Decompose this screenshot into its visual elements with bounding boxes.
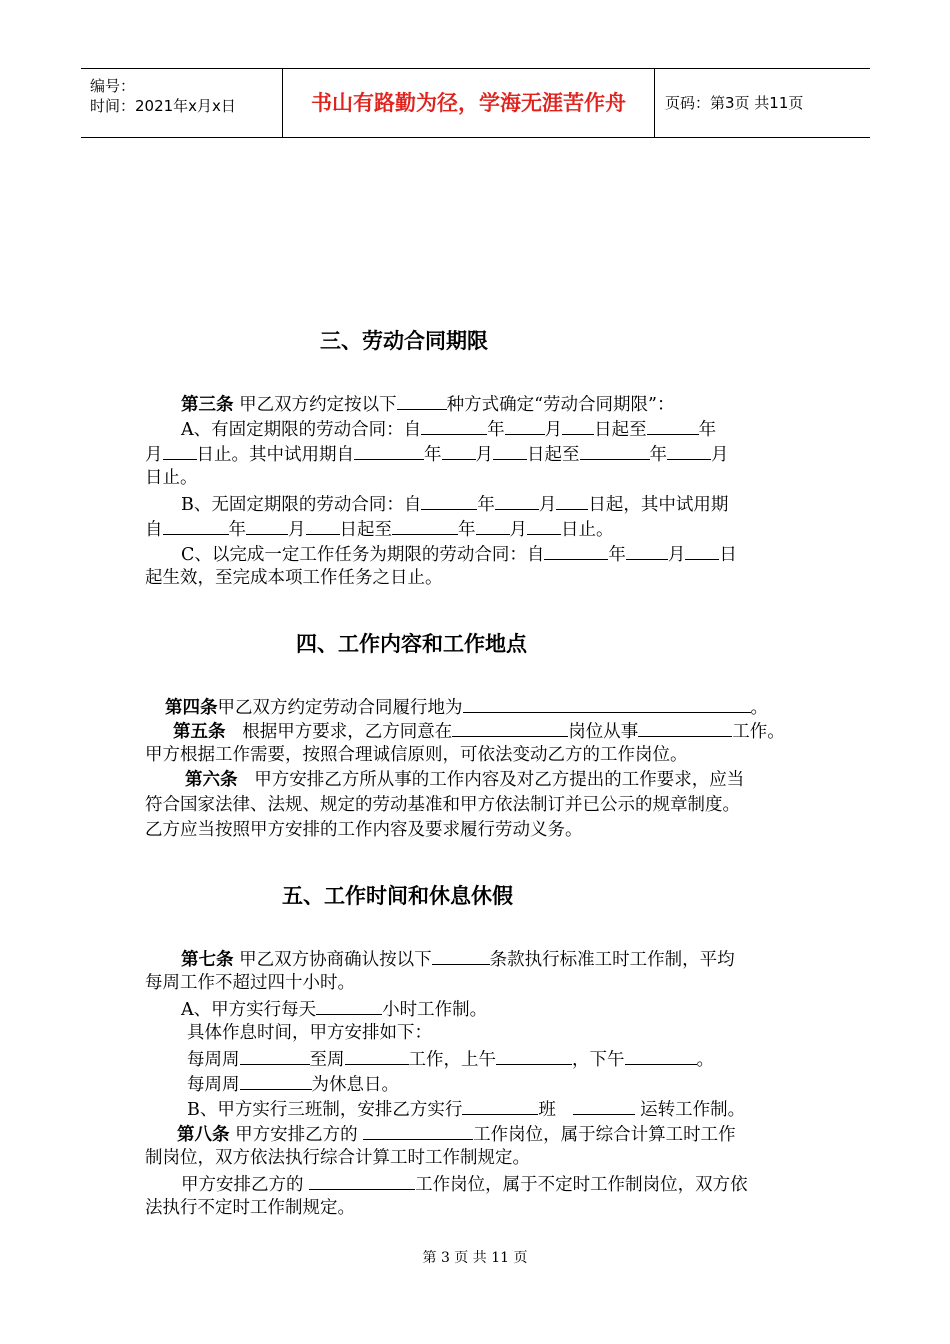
page-header xyxy=(81,68,870,138)
blank-field[interactable] xyxy=(527,516,561,535)
article-8-para2-line-1 xyxy=(181,1171,748,1197)
text: 甲方安排乙方的 xyxy=(181,1175,304,1195)
text: 甲乙双方约定按以下 xyxy=(239,395,397,415)
blank-field[interactable] xyxy=(580,441,650,460)
blank-field[interactable] xyxy=(354,441,424,460)
text: 工作岗位，属于综合计算工时工作 xyxy=(473,1125,736,1145)
blank-field[interactable] xyxy=(495,491,539,510)
article-6-line-3: 乙方应当按照甲方安排的工作内容及要求履行劳动义务。 xyxy=(145,820,583,840)
text: 甲乙双方约定劳动合同履行地为 xyxy=(217,698,463,718)
blank-field[interactable] xyxy=(556,491,588,510)
text: 小时工作制。 xyxy=(382,1000,488,1020)
text: 日起至 xyxy=(527,445,580,465)
text: 每周周 xyxy=(187,1075,240,1095)
article-5-line-1 xyxy=(173,718,785,744)
rest-day-line xyxy=(187,1071,399,1097)
blank-field[interactable] xyxy=(240,1046,310,1065)
schedule-line: 具体作息时间，甲方安排如下： xyxy=(187,1023,432,1043)
weekly-work-line xyxy=(187,1046,714,1072)
text: 月 xyxy=(288,520,306,540)
blank-field[interactable] xyxy=(392,516,458,535)
article-7-line-2: 每周工作不超过四十小时。 xyxy=(145,973,355,993)
blank-field[interactable] xyxy=(432,946,490,965)
article-6-label: 第六条 xyxy=(185,770,238,790)
text: 月 xyxy=(544,420,563,440)
blank-field[interactable] xyxy=(421,491,477,510)
text: B、无固定期限的劳动合同：自 xyxy=(181,495,422,515)
blank-field[interactable] xyxy=(240,1071,312,1090)
text: A、有固定期限的劳动合同：自 xyxy=(181,420,422,440)
text: 日起至 xyxy=(339,520,392,540)
article-8-para2-line-2: 法执行不定时工作制规定。 xyxy=(145,1198,355,1218)
text: 至周 xyxy=(309,1050,345,1070)
text: 日 xyxy=(719,545,737,565)
page-footer: 第 3 页 共 11 页 xyxy=(422,1250,528,1266)
article-3-line-1 xyxy=(181,391,674,417)
blank-field[interactable] xyxy=(647,416,699,435)
text: 月 xyxy=(509,520,527,540)
blank-field[interactable] xyxy=(625,1046,697,1065)
article-4-line xyxy=(165,694,768,720)
article-7-label: 第七条 xyxy=(181,950,234,970)
text: 岗位从事 xyxy=(568,722,639,742)
blank-field[interactable] xyxy=(667,441,711,460)
text: 月 xyxy=(475,445,493,465)
blank-field[interactable] xyxy=(363,1121,473,1140)
blank-field[interactable] xyxy=(573,1096,635,1115)
blank-field[interactable] xyxy=(505,416,545,435)
blank-field[interactable] xyxy=(452,718,568,737)
text: B、甲方实行三班制，安排乙方实行 xyxy=(187,1100,463,1120)
text: 。 xyxy=(750,698,768,718)
text: 工作岗位，属于不定时工作制岗位，双方依 xyxy=(415,1175,748,1195)
text: 年 xyxy=(649,445,667,465)
blank-field[interactable] xyxy=(345,1046,409,1065)
article-7-a-line xyxy=(181,996,487,1022)
blank-field[interactable] xyxy=(685,541,719,560)
text: A、甲方实行每天 xyxy=(181,1000,317,1020)
article-7-b-line xyxy=(187,1096,745,1122)
article-3-line-8: 起生效，至完成本项工作任务之日止。 xyxy=(145,568,443,588)
text: 日止。其中试用期自 xyxy=(196,445,354,465)
article-3-line-5 xyxy=(181,491,728,517)
article-5-label: 第五条 xyxy=(173,722,226,742)
text: 日起，其中试用期 xyxy=(588,495,729,515)
header-page-label: 页码：第3页 共11页 xyxy=(665,94,804,112)
article-3-line-3 xyxy=(145,441,729,467)
blank-field[interactable] xyxy=(163,516,229,535)
text: 自 xyxy=(145,520,163,540)
article-3-line-6 xyxy=(145,516,614,542)
text: 班 xyxy=(538,1100,556,1120)
text: ，下午 xyxy=(572,1050,625,1070)
text: 运转工作制。 xyxy=(640,1100,746,1120)
article-5-line-2: 甲方根据工作需要，按照合理诚信原则，可依法变动乙方的工作岗位。 xyxy=(145,745,688,765)
article-3-label: 第三条 xyxy=(181,395,234,415)
blank-field[interactable] xyxy=(493,441,527,460)
blank-field[interactable] xyxy=(562,416,594,435)
text: 年 xyxy=(228,520,246,540)
blank-field[interactable] xyxy=(638,718,732,737)
article-8-line-2: 制岗位，双方依法执行综合计算工时工作制规定。 xyxy=(145,1148,530,1168)
article-6-line-1 xyxy=(185,768,744,792)
text: 甲方安排乙方的 xyxy=(235,1125,358,1145)
article-3-line-2 xyxy=(181,416,716,442)
text: 日止。 xyxy=(561,520,614,540)
section-title-3: 三、劳动合同期限 xyxy=(320,329,488,353)
text: 月 xyxy=(145,445,163,465)
blank-field[interactable] xyxy=(421,416,487,435)
blank-field[interactable] xyxy=(463,694,751,713)
text: 月 xyxy=(667,545,686,565)
blank-field[interactable] xyxy=(316,996,382,1015)
text: 月 xyxy=(538,495,557,515)
header-meta xyxy=(81,69,283,137)
text: 年 xyxy=(458,520,476,540)
article-4-label: 第四条 xyxy=(165,698,218,718)
text: 工作。 xyxy=(732,722,785,742)
blank-field[interactable] xyxy=(496,1046,572,1065)
blank-field[interactable] xyxy=(397,391,447,410)
header-motto: 书山有路勤为径，学海无涯苦作舟 xyxy=(283,69,655,137)
text: 年 xyxy=(487,420,505,440)
text: 每周周 xyxy=(187,1050,240,1070)
article-3-line-4: 日止。 xyxy=(145,468,198,488)
text: 。 xyxy=(696,1050,714,1070)
text: 年 xyxy=(477,495,495,515)
text: 日起至 xyxy=(594,420,647,440)
blank-field[interactable] xyxy=(306,516,340,535)
text: 年 xyxy=(608,545,626,565)
number-label: 编号： xyxy=(90,77,136,95)
article-6-line-2: 符合国家法律、法规、规定的劳动基准和甲方依法制订并已公示的规章制度。 xyxy=(145,795,740,815)
article-3-line-7 xyxy=(181,541,737,567)
time-label: 时间：2021年x月x日 xyxy=(90,97,236,115)
blank-field[interactable] xyxy=(626,541,668,560)
text: 年 xyxy=(698,420,717,440)
blank-field[interactable] xyxy=(246,516,288,535)
blank-field[interactable] xyxy=(309,1171,415,1190)
text: 甲乙双方协商确认按以下 xyxy=(239,950,432,970)
blank-field[interactable] xyxy=(442,441,476,460)
text: 为休息日。 xyxy=(311,1075,399,1095)
article-7-line-1 xyxy=(181,946,735,972)
article-8-label: 第八条 xyxy=(177,1125,230,1145)
blank-field[interactable] xyxy=(544,541,608,560)
section-title-4: 四、工作内容和工作地点 xyxy=(296,632,527,656)
text: 月 xyxy=(711,445,729,465)
article-8-line-1 xyxy=(177,1121,736,1147)
text: 根据甲方要求，乙方同意在 xyxy=(242,722,453,742)
section-title-5: 五、工作时间和休息休假 xyxy=(282,884,513,908)
text: 年 xyxy=(424,445,442,465)
text: 条款执行标准工时工作制，平均 xyxy=(489,950,735,970)
text: 工作，上午 xyxy=(408,1050,496,1070)
text: C、以完成一定工作任务为期限的劳动合同：自 xyxy=(181,545,545,565)
blank-field[interactable] xyxy=(462,1096,538,1115)
text: 种方式确定“劳动合同期限”： xyxy=(446,395,675,415)
blank-field[interactable] xyxy=(163,441,197,460)
blank-field[interactable] xyxy=(476,516,510,535)
text: 甲方安排乙方所从事的工作内容及对乙方提出的工作要求，应当 xyxy=(254,770,745,790)
